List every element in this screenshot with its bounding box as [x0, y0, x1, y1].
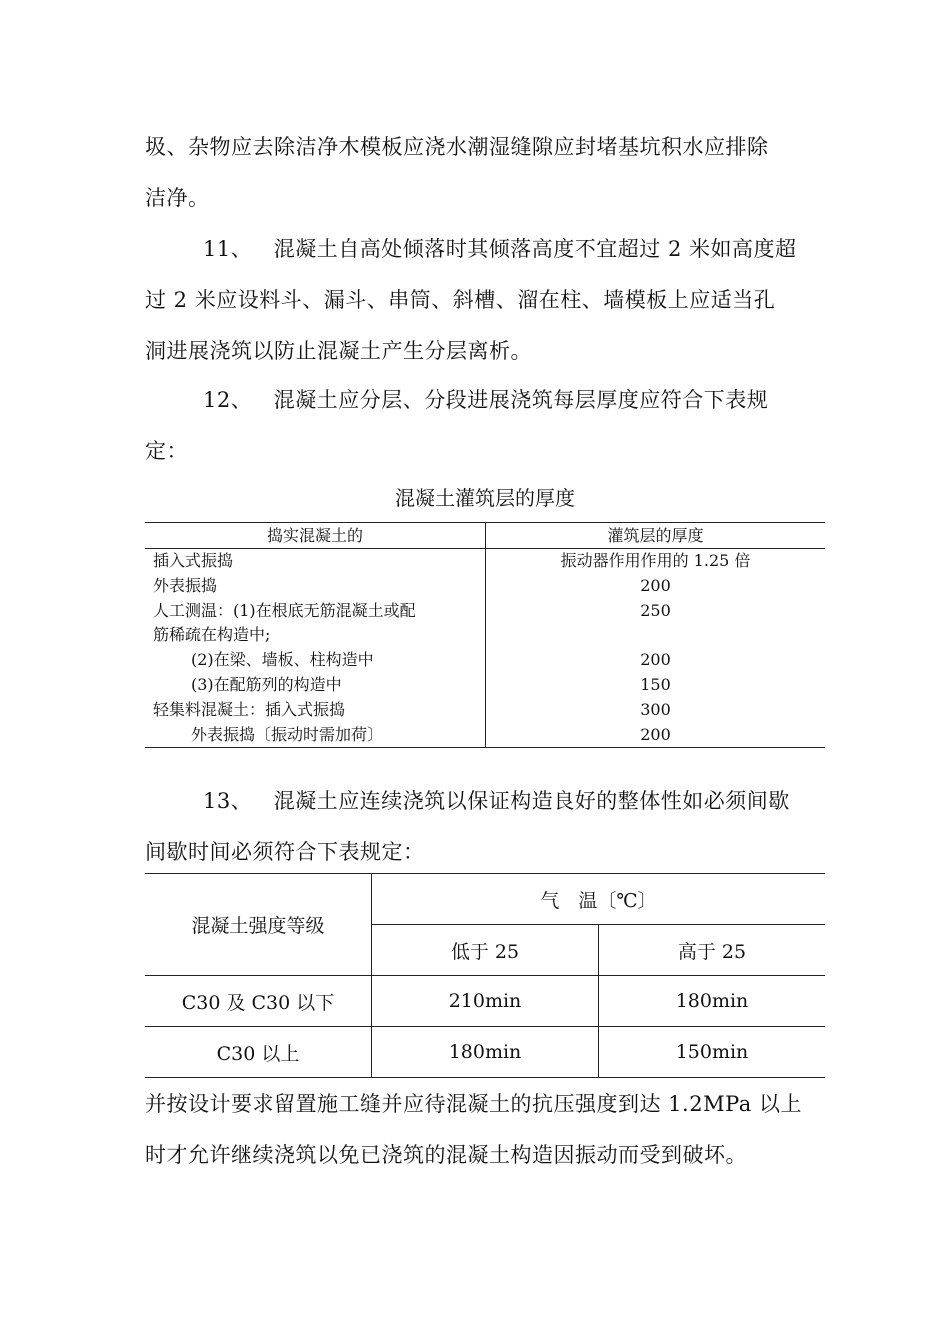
thickness-cell: 200 — [486, 723, 826, 748]
table-header-row — [145, 523, 825, 549]
thickness-cell: 150 — [640, 674, 671, 694]
text-line: 过 2 米应设料斗、漏斗、串筒、斜槽、溜在柱、墙模板上应适当孔 — [145, 288, 776, 312]
item-number: 13、 — [203, 789, 253, 813]
item-number: 11、 — [203, 237, 253, 261]
paragraph-13-continued — [145, 1079, 825, 1181]
table-row — [145, 599, 825, 624]
method-cell: 外表振捣〔振动时需加荷〕 — [145, 723, 486, 748]
text-line: 圾、杂物应去除洁净木模板应浇水潮湿缝隙应封堵基坑积水应排除 — [145, 135, 769, 159]
text-line: 间歇时间必须符合下表规定： — [145, 840, 425, 864]
table1-caption: 混凝土灌筑层的厚度 — [395, 486, 575, 510]
column-header-below-25: 低于 25 — [372, 925, 599, 976]
text-line — [145, 776, 825, 827]
method-cell: (3)在配筋列的构造中 — [145, 673, 486, 698]
below-25-cell: 210min — [372, 976, 599, 1027]
table-row — [145, 976, 825, 1027]
thickness-cell: 振动器作用作用的 1.25 倍 — [560, 551, 751, 570]
grade-cell: C30 以上 — [145, 1027, 372, 1078]
table-row — [145, 648, 825, 673]
column-header-method: 捣实混凝土的 — [145, 523, 486, 549]
table-header-row — [145, 874, 825, 925]
column-header-above-25: 高于 25 — [599, 925, 826, 976]
method-cell: 外表振捣 — [145, 574, 486, 599]
table-row — [145, 574, 825, 599]
method-cell: (2)在梁、墙板、柱构造中 — [145, 648, 486, 673]
text-line: 时才允许继续浇筑以免已浇筑的混凝土构造因振动而受到破坏。 — [145, 1143, 747, 1167]
above-25-cell: 150min — [599, 1027, 826, 1078]
paragraph-12 — [145, 375, 825, 477]
table-row — [145, 673, 825, 698]
grade-cell: C30 及 C30 以下 — [145, 976, 372, 1027]
text: 混凝土应连续浇筑以保证构造良好的整体性如必须间歇 — [273, 789, 790, 813]
text-line: 洞进展浇筑以防止混凝土产生分层离析。 — [145, 339, 532, 363]
thickness-cell — [486, 623, 826, 648]
table-row — [145, 698, 825, 723]
text-line: 并按设计要求留置施工缝并应待混凝土的抗压强度到达 1.2MPa 以上 — [145, 1092, 802, 1116]
text-line: 定： — [145, 439, 188, 463]
paragraph-10-continued — [145, 122, 825, 224]
above-25-cell: 180min — [599, 976, 826, 1027]
method-cell: 插入式振捣 — [145, 549, 486, 574]
table-row — [145, 623, 825, 648]
pour-layer-thickness-table — [145, 522, 825, 748]
thickness-cell: 200 — [640, 650, 671, 670]
thickness-cell: 300 — [640, 699, 671, 719]
paragraph-11 — [145, 224, 825, 377]
paragraph-13 — [145, 776, 825, 878]
below-25-cell: 180min — [372, 1027, 599, 1078]
text: 混凝土应分层、分段进展浇筑每层厚度应符合下表规 — [273, 388, 769, 412]
text-line: 洁净。 — [145, 186, 210, 210]
item-number: 12、 — [203, 388, 253, 412]
interval-time-table — [145, 873, 825, 1078]
table-row — [145, 723, 825, 748]
table-row — [145, 549, 825, 574]
thickness-cell: 200 — [640, 575, 671, 595]
text: 混凝土自高处倾落时其倾落高度不宜超过 2 米如高度超 — [273, 237, 797, 261]
thickness-cell: 250 — [640, 600, 671, 620]
method-cell: 人工测温：(1)在根底无筋混凝土或配 — [145, 599, 486, 624]
method-cell: 筋稀疏在构造中; — [145, 623, 486, 648]
text-line — [145, 224, 825, 275]
method-cell: 轻集料混凝土：插入式振捣 — [145, 698, 486, 723]
column-header-grade: 混凝土强度等级 — [145, 874, 372, 976]
text-line — [145, 375, 825, 426]
table-row — [145, 1027, 825, 1078]
column-header-thickness: 灌筑层的厚度 — [486, 523, 826, 549]
column-header-temperature: 气 温〔℃〕 — [372, 874, 826, 925]
